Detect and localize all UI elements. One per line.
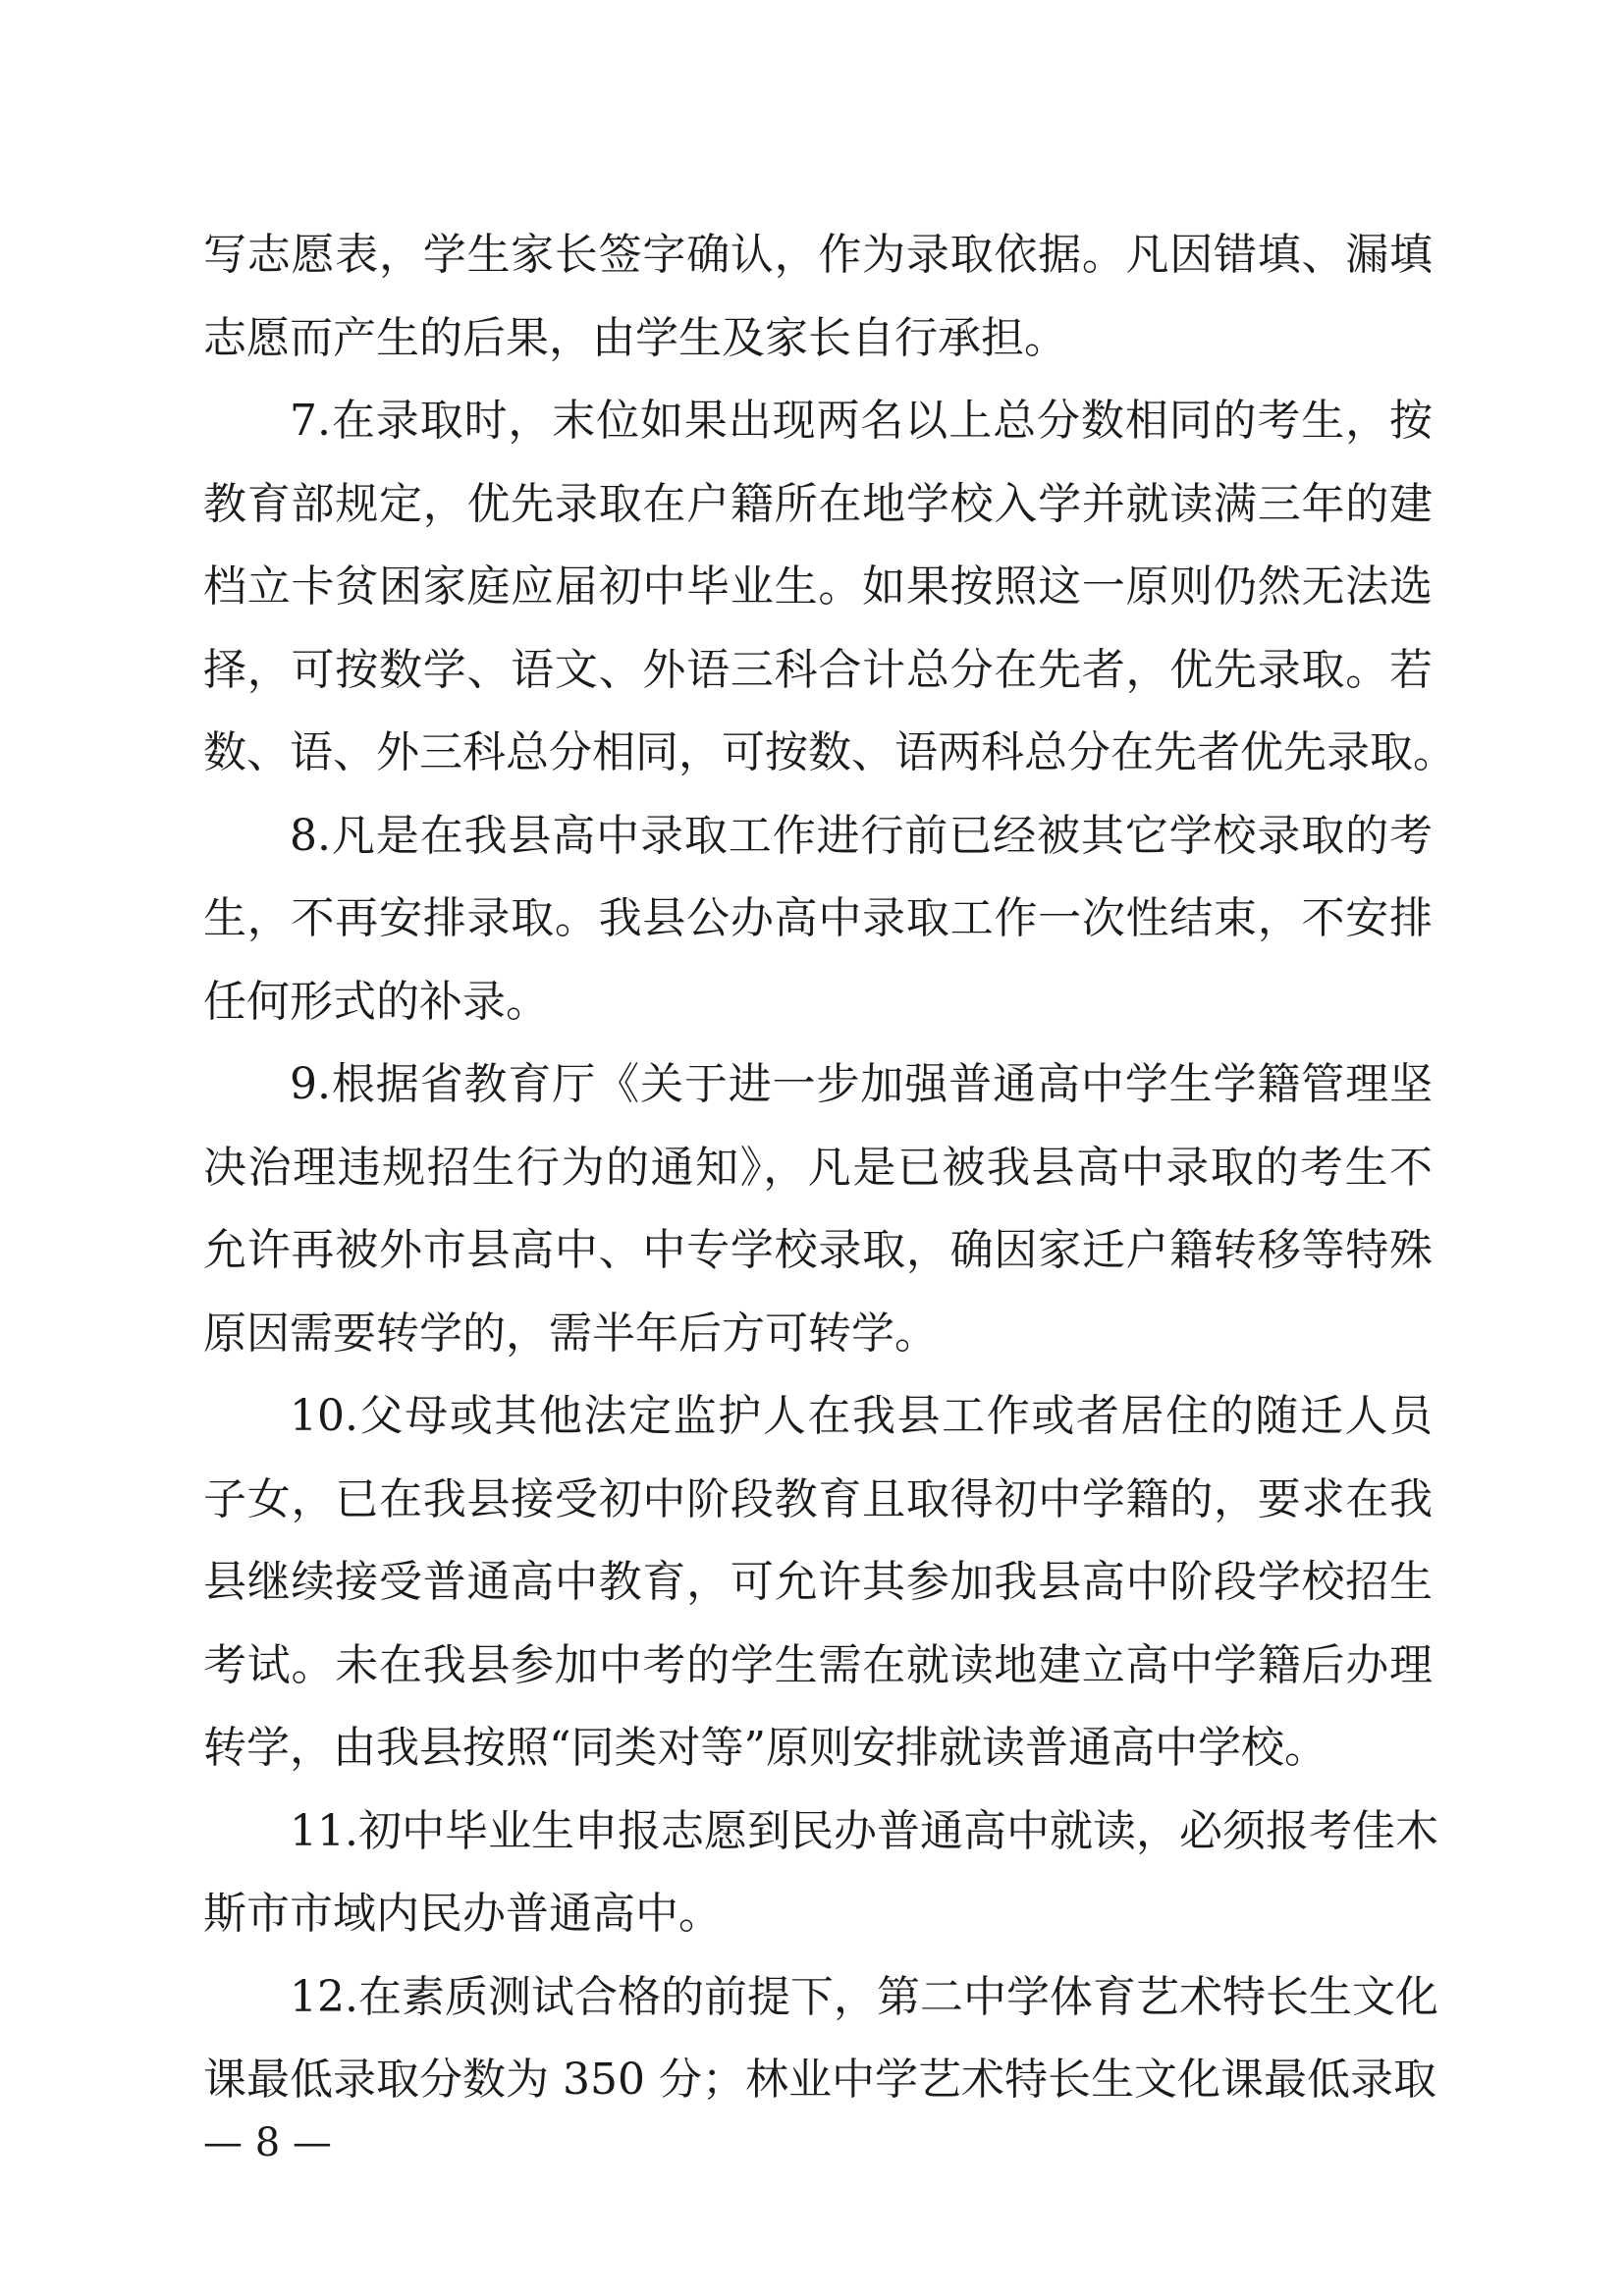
- text-line: 8.凡是在我县高中录取工作进行前已经被其它学校录取的考: [290, 810, 1433, 861]
- text-line: 考试。未在我县参加中考的学生需在就读地建立高中学籍后办理: [203, 1639, 1433, 1690]
- text-line: 教育部规定，优先录取在户籍所在地学校入学并就读满三年的建: [203, 478, 1433, 529]
- text-line: 择，可按数学、语文、外语三科合计总分在先者，优先录取。若: [203, 644, 1433, 695]
- text-line: 档立卡贫困家庭应届初中毕业生。如果按照这一原则仍然无法选: [203, 561, 1433, 612]
- text-line: 9.根据省教育厅《关于进一步加强普通高中学生学籍管理坚: [290, 1059, 1433, 1109]
- text-line: 志愿而产生的后果，由学生及家长自行承担。: [203, 312, 1067, 363]
- body-text: [203, 214, 1456, 2122]
- text-line: 11.初中毕业生申报志愿到民办普通高中就读，必须报考佳木: [290, 1805, 1438, 1856]
- text-line: 县继续接受普通高中教育，可允许其参加我县高中阶段学校招生: [203, 1557, 1433, 1607]
- text-line: 生，不再安排录取。我县公办高中录取工作一次性结束，不安排: [203, 893, 1433, 943]
- page-number: — 8 —: [203, 2120, 332, 2165]
- text-line: 任何形式的补录。: [203, 976, 549, 1027]
- text-line: 12.在素质测试合格的前提下，第二中学体育艺术特长生文化: [290, 1971, 1438, 2022]
- text-line: 斯市市域内民办普通高中。: [203, 1889, 722, 1939]
- text-line: 子女，已在我县接受初中阶段教育且取得初中学籍的，要求在我: [203, 1473, 1433, 1524]
- text-line: 数、语、外三科总分相同，可按数、语两科总分在先者优先录取。: [203, 727, 1456, 777]
- text-line: 10.父母或其他法定监护人在我县工作或者居住的随迁人员: [290, 1391, 1433, 1441]
- text-line: 允许再被外市县高中、中专学校录取，确因家迁户籍转移等特殊: [203, 1225, 1433, 1275]
- text-line: 转学，由我县按照“同类对等”原则安排就读普通高中学校。: [203, 1723, 1327, 1773]
- text-line: 原因需要转学的，需半年后方可转学。: [203, 1308, 938, 1359]
- text-line: 决治理违规招生行为的通知》，凡是已被我县高中录取的考生不: [203, 1142, 1433, 1193]
- text-line: 课最低录取分数为 350 分；林业中学艺术特长生文化课最低录取: [203, 2055, 1436, 2105]
- text-line: 写志愿表，学生家长签字确认，作为录取依据。凡因错填、漏填: [203, 230, 1433, 280]
- text-line: 7.在录取时，末位如果出现两名以上总分数相同的考生，按: [290, 396, 1433, 446]
